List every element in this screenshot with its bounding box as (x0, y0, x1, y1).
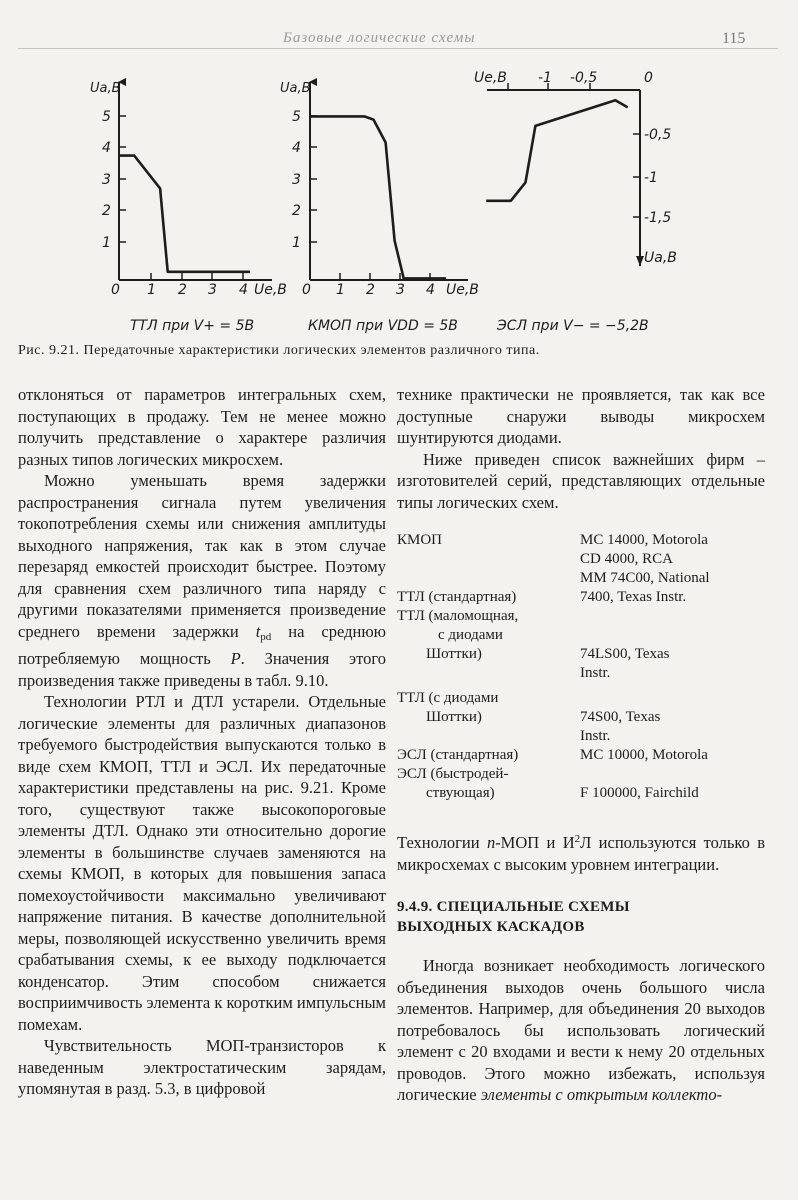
paragraph: Технологии РТЛ и ДТЛ устарели. Отдельные логические элементы для различных диапазонов требуемого быстродействия выпускаются только в виде схем КМОП, ТТЛ и ЭСЛ. Их передаточные характеристики представлены на рис. 9.21. Кроме того, существуют также высокопороговые элементы ДТЛ. Однако эти относительно дорогие элементы в большинстве случаев заменяются на схемы КМОП, в которых для повышения запаса помехоустойчивости максимально увеличивают напряжение питания. В качестве дополнительной меры, позволяющей искусственно увеличить время срабатывания схемы, к ее выходу подключается конденсатор. Этим способом снижается восприимчивость элемента к коротким импульсным помехам. (18, 692, 386, 1034)
logic-type-cell: ТТЛ (с диодами Шоттки) (397, 690, 499, 725)
table-row (397, 765, 765, 803)
cmos-chart (280, 81, 479, 334)
logic-type-cell: ЭСЛ (быстродей- ствующая) (397, 766, 509, 801)
ecl-x-tick-label: 0 (644, 70, 653, 86)
text-run: Технологии (397, 833, 487, 852)
ecl-right-axis-label: Ua,B (644, 250, 677, 266)
text-run: Л используются только в микросхемах с высоким уровнем интеграции. (397, 833, 765, 874)
cmos-y-tick-label: 4 (292, 140, 301, 156)
ecl-y-tick-label: -0,5 (644, 127, 672, 143)
ttl-chart (90, 81, 287, 334)
symbol-p: P (230, 649, 241, 668)
ttl-y-tick-label: 2 (102, 203, 111, 219)
cmos-chart-label: КМОП при VDD = 5В (308, 318, 458, 334)
table-row (397, 588, 765, 607)
vendor-cell: MC 14000, Motorola CD 4000, RCA MM 74C00, National (580, 532, 710, 586)
transfer-characteristics-figure (0, 60, 798, 350)
ttl-x-tick-label: 4 (239, 282, 248, 298)
logic-type-cell: ТТЛ (маломощная, с диодами Шоттки) (397, 608, 519, 662)
table-row (397, 531, 765, 588)
ecl-y-arrow (636, 256, 644, 266)
ttl-x-label: Ue,B (254, 282, 287, 298)
paragraph (397, 955, 765, 1106)
ecl-x-tick-label: -1 (538, 70, 552, 86)
right-column (397, 384, 765, 1106)
cmos-y-label: Ua,B (280, 81, 311, 96)
cmos-y-ticks (292, 109, 317, 251)
vendor-cell: 7400, Texas Instr. (580, 589, 687, 605)
figure-9-21 (0, 60, 798, 350)
ttl-y-tick-label: 1 (102, 235, 111, 251)
paragraph: отклоняться от параметров интегральных схем, поступающих в продажу. Тем не менее можно получить представление о характере различия разных типов логических микросхем. (18, 385, 386, 469)
text-run: на среднюю потребляемую мощность (18, 621, 386, 668)
ttl-chart-label: ТТЛ при V+ = 5В (130, 318, 255, 334)
superscript-2: 2 (574, 833, 581, 845)
ttl-y-tick-label: 4 (102, 140, 111, 156)
table-row (397, 607, 765, 683)
cmos-x-tick-label: 4 (426, 282, 435, 298)
running-header-title: Базовые логические схемы (283, 30, 476, 46)
table-row (397, 683, 765, 746)
ttl-y-tick-label: 5 (102, 109, 111, 125)
text-run: -МОП и И (495, 833, 575, 852)
cmos-x-tick-label: 2 (366, 282, 375, 298)
subscript-pd: pd (260, 630, 272, 643)
cmos-curve (310, 116, 446, 278)
ttl-x-tick-label: 2 (178, 282, 187, 298)
vendor-cell: 74S00, Texas Instr. (580, 709, 661, 744)
cmos-y-tick-label: 5 (292, 109, 301, 125)
emphasis-text: элементы с открытым коллекто- (480, 1085, 723, 1104)
vendor-cell: MC 10000, Motorola (580, 747, 708, 763)
text-run: Можно уменьшать время задержки распространения сигнала путем увеличения токопотребления схемы или снижения амплитуды выходного напряжения, так как в этом случае перезаряд емкостей происходит быстрее. Поэтому для сравнения схем различного типа наряду с другими показателями применяется произведение среднего времени задержки (18, 471, 386, 641)
paragraph: технике практически не проявляется, так как все доступные снаружи выводы микросхем шунтируются диодами. (397, 385, 765, 447)
paragraph: Чувствительность МОП-транзисторов к наведенным электростатическим зарядам, упомянутая в разд. 5.3, в цифровой (18, 1036, 386, 1098)
ttl-curve (119, 156, 250, 272)
figure-caption: Рис. 9.21. Передаточные характеристики логических элементов различного типа. (18, 343, 540, 358)
cmos-x-ticks (302, 273, 435, 298)
heading-line: 9.4.9. СПЕЦИАЛЬНЫЕ СХЕМЫ (397, 899, 630, 915)
ecl-y-tick-label: -1 (644, 170, 658, 186)
symbol-t: t (255, 621, 261, 641)
ttl-x-tick-label: 3 (208, 282, 217, 298)
vendor-table (397, 531, 765, 803)
text-run: Иногда возникает необходимость логического объединения выходов очень большого числа элементов. Например, для объединения 20 выходов потребовалось бы использовать логический элемент с 20 входами и вести к нему 20 отдельных проводов. Этого можно избежать, используя логические (397, 956, 765, 1104)
ecl-chart (474, 70, 677, 334)
logic-type-cell: ЭСЛ (стандартная) (397, 747, 519, 763)
cmos-y-tick-label: 2 (292, 203, 301, 219)
logic-type-cell: ТТЛ (стандартная) (397, 589, 517, 605)
cmos-x-tick-label: 0 (302, 282, 311, 298)
vendor-cell: F 100000, Fairchild (580, 785, 699, 801)
vendor-cell: 74LS00, Texas Instr. (580, 646, 670, 681)
paragraph (18, 470, 386, 691)
table-row (397, 746, 765, 765)
ttl-y-tick-label: 3 (102, 172, 111, 188)
ttl-x-ticks (111, 273, 248, 298)
text-run: . Значения этого произведения также приведены в табл. 9.10. (18, 649, 386, 690)
ecl-chart-label: ЭСЛ при V− = −5,2В (497, 318, 649, 334)
ecl-y-tick-label: -1,5 (644, 210, 672, 226)
cmos-y-tick-label: 1 (292, 235, 301, 251)
paragraph: Ниже приведен список важнейших фирм – изготовителей серий, представляющих отдельные типы логических схем. (397, 449, 765, 512)
logic-type-cell: КМОП (397, 532, 443, 548)
cmos-x-tick-label: 1 (336, 282, 345, 298)
heading-line: ВЫХОДНЫХ КАСКАДОВ (397, 919, 585, 935)
header-rule (18, 48, 778, 49)
cmos-y-tick-label: 3 (292, 172, 301, 188)
page-number: 115 (722, 30, 746, 47)
cmos-x-label: Ue,B (446, 282, 479, 298)
symbol-n: n (486, 833, 496, 852)
ecl-curve (486, 100, 628, 201)
left-column (18, 384, 386, 1100)
ttl-x-tick-label: 1 (147, 282, 156, 298)
ecl-x-ticks (508, 70, 653, 90)
ecl-y-ticks (633, 127, 671, 226)
ttl-y-label: Ua,B (90, 81, 121, 96)
ttl-x-tick-label: 0 (111, 282, 120, 298)
cmos-x-tick-label: 3 (396, 282, 405, 298)
paragraph (397, 829, 765, 875)
section-heading (397, 897, 765, 937)
ecl-top-axis-label: Ue,B (474, 70, 507, 86)
ttl-y-ticks (102, 109, 126, 251)
ecl-x-tick-label: -0,5 (570, 70, 598, 86)
